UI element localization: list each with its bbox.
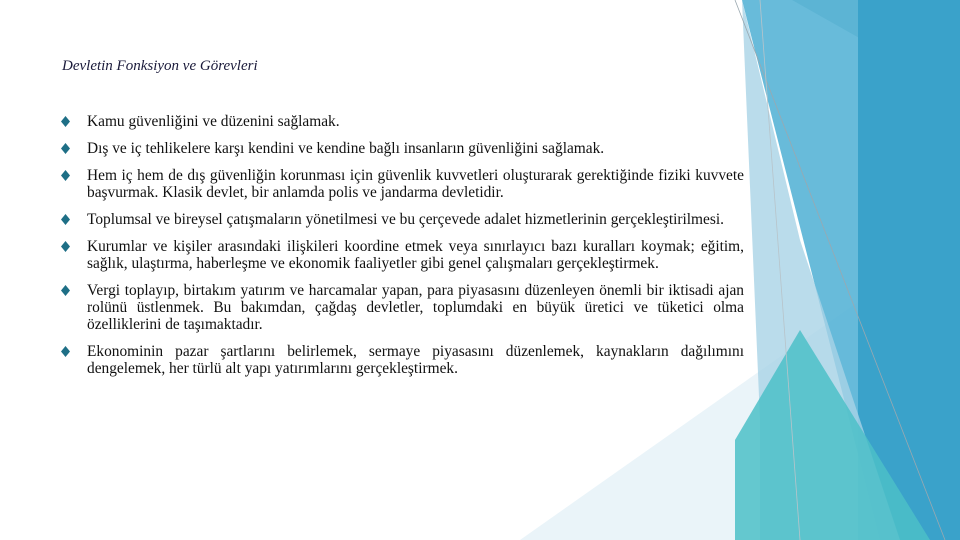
bullet-text: Ekonominin pazar şartlarını belirlemek, sermaye piyasasını düzenlemek, kaynakların dağılımını dengelemek, her türlü alt yapı yatırımlarını gerçekleştirmek.	[87, 343, 744, 377]
bullet-text: Vergi toplayıp, birtakım yatırım ve harcamalar yapan, para piyasasını düzenleyen önemli bir iktisadi ajan rolünü üstlenmek. Bu bakımdan, çağdaş devletler, toplumdaki en büyük üretici ve tüketici olma özelliklerini de taşımaktadır.	[87, 282, 744, 333]
bullet-item	[61, 113, 744, 130]
bullet-item	[61, 282, 744, 333]
bullet-item	[61, 140, 744, 157]
bullet-item	[61, 238, 744, 272]
bullet-list	[61, 113, 744, 377]
bullet-item	[61, 167, 744, 201]
bullet-text: Dış ve iç tehlikelere karşı kendini ve kendine bağlı insanların güvenliğini sağlamak.	[87, 140, 605, 157]
bullet-text: Toplumsal ve bireysel çatışmaların yönetilmesi ve bu çerçevede adalet hizmetlerinin gerçekleştirilmesi.	[87, 211, 724, 228]
bullet-text: Hem iç hem de dış güvenliğin korunması için güvenlik kuvvetleri oluşturarak gerektiğinde fiziki kuvvete başvurmak. Klasik devlet, bir anlamda polis ve jandarma devletidir.	[87, 167, 744, 201]
bullet-item	[61, 211, 744, 228]
bullet-item	[61, 343, 744, 377]
diamond-bullet-icon	[61, 170, 70, 181]
diamond-bullet-icon	[61, 346, 70, 357]
slide-title: Devletin Fonksiyon ve Görevleri	[62, 58, 258, 74]
diamond-bullet-icon	[61, 143, 70, 154]
diamond-bullet-icon	[61, 285, 70, 296]
diamond-bullet-icon	[61, 214, 70, 225]
bullet-text: Kurumlar ve kişiler arasındaki ilişkileri koordine etmek veya sınırlayıcı bazı kuralları koymak; eğitim, sağlık, ulaştırma, haberleşme ve ekonomik faaliyetler gibi genel çalışmaları gerçekleştirmek.	[87, 238, 744, 272]
bullet-text: Kamu güvenliğini ve düzenini sağlamak.	[87, 113, 340, 130]
diamond-bullet-icon	[61, 116, 70, 127]
diamond-bullet-icon	[61, 241, 70, 252]
